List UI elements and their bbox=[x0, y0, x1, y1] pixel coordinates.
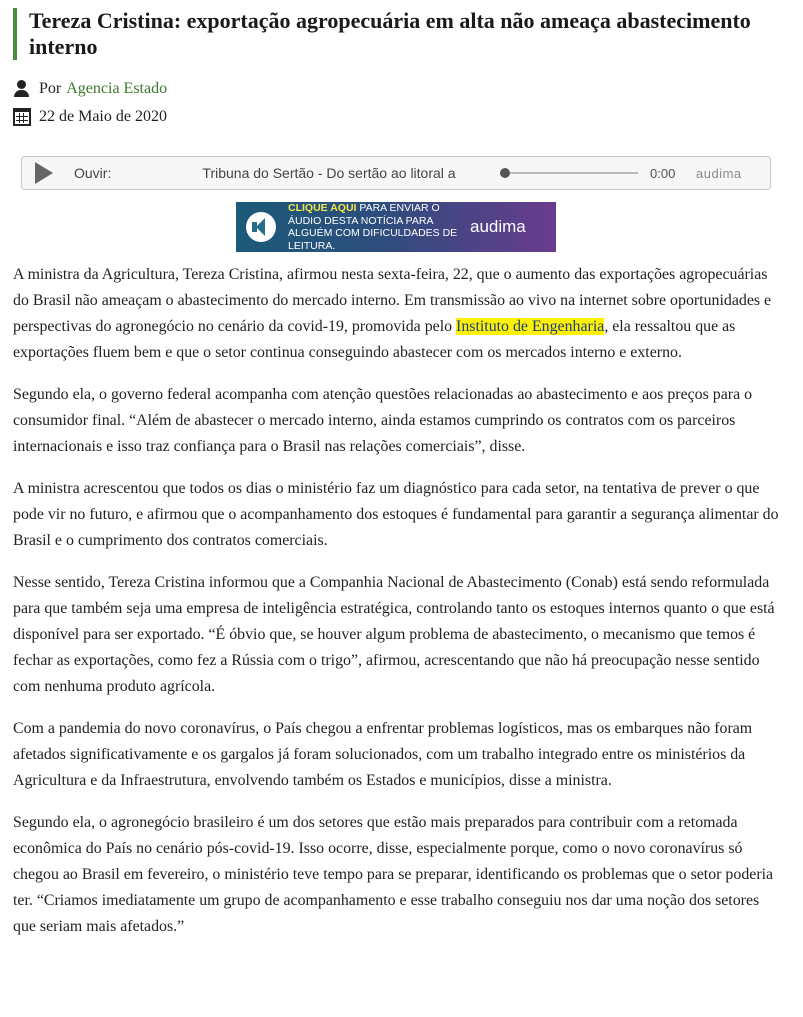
article-paragraph: Segundo ela, o agronegócio brasileiro é um dos setores que estão mais preparados para contribuir com a retomada econômica do País no cenário pós-covid-19. Isso ocorre, disse, especialmente porque, como o novo coronavírus só chegou ao Brasil em fevereiro, o ministério teve tempo para se preparar, identificando os problemas que o setor poderia ter. “Criamos imediatamente um grupo de acompanhamento e esse trabalho conseguiu nos dar uma noção dos setores que seriam mais afetados.” bbox=[13, 814, 774, 935]
article-paragraph: Segundo ela, o governo federal acompanha com atenção questões relacionadas ao abastecimento e aos preços para o consumidor final. “Além de abastecer o mercado interno, ainda estamos cumprindo os contratos com os parceiros internacionais e isso traz confiança para o Brasil nas relações comerciais”, disse. bbox=[13, 386, 753, 455]
player-brand: audima bbox=[696, 165, 742, 181]
progress-slider[interactable] bbox=[500, 167, 638, 179]
audima-share-banner[interactable] bbox=[236, 202, 556, 252]
article-paragraph: Nesse sentido, Tereza Cristina informou que a Companhia Nacional de Abastecimento (Conab) está sendo reformulada para que também seja uma empresa de inteligência estratégica, controlando tanto os estoques internos quanto o que está disponível para ser exportado. “É óbvio que, se houver algum problema de abastecimento, o mecanismo que temos é fechar as exportações, como fez a Rússia com o trigo”, afirmou, acrescentando que não há preocupação nesse sentido com nenhuma produto agrícola. bbox=[13, 574, 775, 695]
play-icon bbox=[35, 162, 53, 184]
article-title: Tereza Cristina: exportação agropecuária em alta não ameaça abastecimento interno bbox=[29, 8, 751, 59]
calendar-icon bbox=[13, 108, 31, 126]
audio-player bbox=[21, 156, 771, 190]
publish-date: 22 de Maio de 2020 bbox=[39, 108, 167, 125]
progress-track bbox=[500, 172, 638, 174]
person-icon bbox=[13, 80, 31, 98]
article-title-block bbox=[13, 8, 783, 60]
player-label: Ouvir: bbox=[74, 165, 112, 181]
player-time: 0:00 bbox=[650, 165, 676, 181]
paragraph-text: A ministra da Agricultura, Tereza Cristina, afirmou nesta sexta-feira, 22, que o aumento das exportações agropecuárias do Brasil não ameaçam o abastecimento do mercado interno. Em transmissão ao vivo na internet sobre oportunidades e perspectivas do agronegócio no cenário da covid-19, promovida pelo bbox=[13, 266, 772, 335]
track-title: Tribuna do Sertão - Do sertão ao litoral a bbox=[202, 165, 456, 181]
banner-cta: CLIQUE AQUI bbox=[288, 202, 357, 214]
author-prefix: Por bbox=[39, 80, 62, 97]
date-row bbox=[13, 108, 167, 126]
play-button[interactable] bbox=[22, 157, 62, 189]
paragraph-text: , ela ressaltou que as exportações fluem bem e que o setor continua conseguindo abastecer com os mercados interno e externo. bbox=[13, 318, 736, 361]
progress-knob[interactable] bbox=[500, 168, 510, 178]
author-link[interactable]: Agencia Estado bbox=[66, 80, 168, 97]
article-paragraph: Com a pandemia do novo coronavírus, o País chegou a enfrentar problemas logísticos, mas os embarques não foram afetados significativamente e os gargalos já foram solucionados, com um trabalho integrado entre os ministérios da Agricultura e da Infraestrutura, envolvendo também os Estados e municípios, disse a ministra. bbox=[13, 720, 753, 789]
instituto-link[interactable]: Instituto de Engenharia bbox=[456, 318, 605, 335]
article-body bbox=[13, 262, 785, 956]
article-paragraph bbox=[13, 262, 785, 366]
banner-brand: audima bbox=[470, 217, 526, 236]
speaker-icon bbox=[246, 212, 276, 242]
banner-message: PARA ENVIAR O ÁUDIO DESTA NOTÍCIA PARA ALGUÉM COM DIFICULDADES DE LEITURA. bbox=[288, 202, 458, 252]
author-row bbox=[13, 80, 167, 98]
article-paragraph: A ministra acrescentou que todos os dias o ministério faz um diagnóstico para cada setor, na tentativa de prever o que pode vir no futuro, e afirmou que o acompanhamento dos estoques é fundamental para garantir a segurança alimentar do Brasil e o cumprimento dos contratos comerciais. bbox=[13, 480, 779, 549]
banner-text bbox=[288, 202, 458, 252]
